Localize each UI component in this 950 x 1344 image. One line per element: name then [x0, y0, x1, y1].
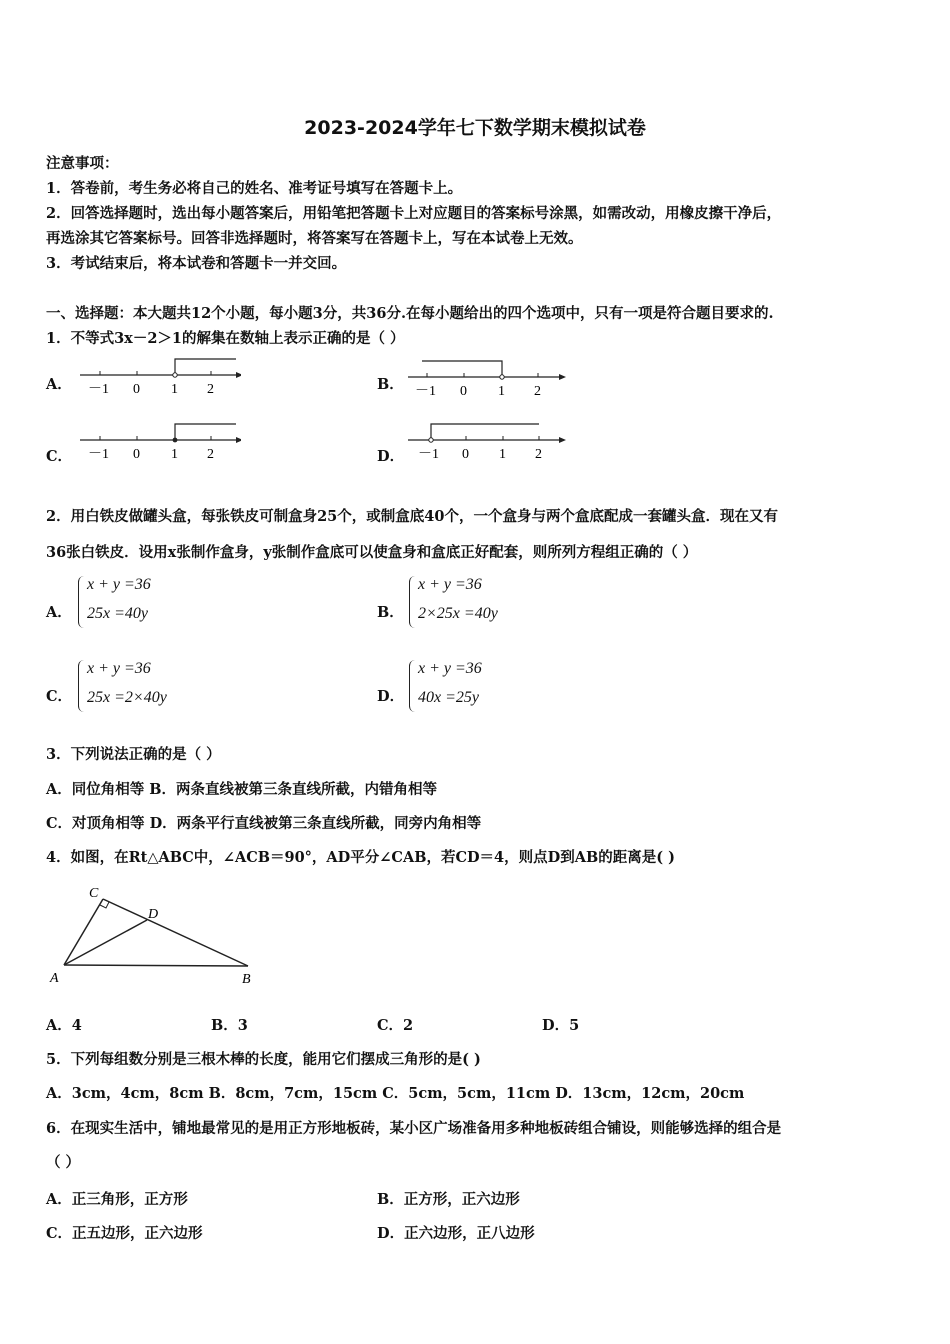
q1-option-d-number-line [404, 420, 569, 465]
equation: 25x =2×40y [87, 689, 167, 706]
notice-item: 2．回答选择题时，选出每小题答案后，用铅笔把答题卡上对应题目的答案标号涂黑，如需改动，用橡皮擦干净后， [46, 205, 782, 222]
q6-option-d: D．正六边形，正八边形 [377, 1225, 535, 1242]
question-2-stem-cont: 36张白铁皮．设用x张制作盒身，y张制作盒底可以使盒身和盒底正好配套，则所列方程组正确的（ ） [46, 544, 698, 561]
triangle-figure [46, 880, 266, 990]
tick-label: 0 [462, 447, 469, 462]
tick-label: 0 [460, 384, 467, 399]
equation: 2×25x =40y [418, 605, 498, 622]
q6-option-a: A．正三角形，正方形 [46, 1191, 188, 1208]
tick-label: －1 [418, 447, 439, 462]
brace [409, 576, 417, 628]
question-2-stem: 2．用白铁皮做罐头盒，每张铁皮可制盒身25个，或制盒底40个，一个盒身与两个盒底配成一套罐头盒．现在又有 [46, 508, 778, 525]
page-title: 2023-2024学年七下数学期末模拟试卷 [304, 117, 646, 139]
tick-label: 1 [498, 384, 505, 399]
q6-option-b: B．正方形，正六边形 [377, 1191, 520, 1208]
equation: x + y =36 [87, 576, 151, 593]
equation: x + y =36 [87, 660, 151, 677]
tick-label: －1 [415, 384, 436, 399]
section-heading: 一、选择题：本大题共12个小题，每小题3分，共36分.在每小题给出的四个选项中，只有一项是符合题目要求的. [46, 305, 774, 322]
q3-options-line: A．同位角相等 B．两条直线被第三条直线所截，内错角相等 [46, 781, 438, 798]
equation: x + y =36 [418, 576, 482, 593]
notice-heading: 注意事项： [46, 155, 119, 172]
vertex-label: B [242, 972, 251, 987]
brace [78, 576, 86, 628]
q1-option-b-label: B． [377, 376, 404, 393]
q2-option-d-label: D． [377, 688, 405, 705]
tick-label: 2 [207, 382, 214, 397]
tick-label: 1 [171, 447, 178, 462]
q6-option-c: C．正五边形，正六边形 [46, 1225, 203, 1242]
question-6-stem: 6．在现实生活中，铺地最常见的是用正方形地板砖，某小区广场准备用多种地板砖组合铺设，则能够选择的组合是 [46, 1120, 782, 1137]
brace [409, 660, 417, 712]
tick-label: 2 [207, 447, 214, 462]
tick-label: 1 [499, 447, 506, 462]
vertex-label: D [148, 907, 159, 922]
tick-label: 0 [133, 382, 140, 397]
tick-label: －1 [88, 447, 109, 462]
notice-item: 1．答卷前，考生务必将自己的姓名、准考证号填写在答题卡上。 [46, 180, 463, 197]
brace [78, 660, 86, 712]
q2-option-b-label: B． [377, 604, 404, 621]
q4-option-c: C．2 [377, 1017, 414, 1034]
q1-option-a-number-line [76, 355, 241, 400]
tick-label: 2 [535, 447, 542, 462]
q5-options-line: A．3cm，4cm，8cm B．8cm，7cm，15cm C．5cm，5cm，11cm D．13cm，12cm，20cm [46, 1085, 745, 1102]
notice-item: 再选涂其它答案标号。回答非选择题时，将答案写在答题卡上，写在本试卷上无效。 [46, 230, 583, 247]
vertex-label: C [89, 886, 99, 901]
q2-option-c-label: C． [46, 688, 73, 705]
tick-label: 2 [534, 384, 541, 399]
q2-option-a-label: A． [46, 604, 72, 621]
tick-label: 1 [171, 382, 178, 397]
q1-option-b-number-line [404, 355, 569, 400]
q4-option-b: B．3 [211, 1017, 248, 1034]
question-4-stem: 4．如图，在Rt△ABC中，∠ACB＝90°，AD平分∠CAB，若CD＝4，则点D到AB的距离是( ) [46, 849, 675, 866]
question-5-stem: 5．下列每组数分别是三根木棒的长度，能用它们摆成三角形的是( ) [46, 1051, 481, 1068]
q1-option-c-label: C． [46, 448, 73, 465]
tick-label: 0 [133, 447, 140, 462]
equation: 40x =25y [418, 689, 479, 706]
q3-options-line: C．对顶角相等 D．两条平行直线被第三条直线所截，同旁内角相等 [46, 815, 482, 832]
q1-option-c-number-line [76, 420, 241, 465]
vertex-label: A [50, 971, 59, 986]
q1-option-d-label: D． [377, 448, 405, 465]
equation: x + y =36 [418, 660, 482, 677]
equation: 25x =40y [87, 605, 148, 622]
question-3-stem: 3．下列说法正确的是（ ） [46, 746, 221, 763]
question-1-stem: 1．不等式3x－2＞1的解集在数轴上表示正确的是（ ） [46, 330, 405, 347]
q4-option-d: D．5 [542, 1017, 580, 1034]
q1-option-a-label: A． [46, 376, 72, 393]
notice-item: 3．考试结束后，将本试卷和答题卡一并交回。 [46, 255, 347, 272]
question-6-stem-cont: （ ） [46, 1154, 81, 1171]
q4-option-a: A．4 [46, 1017, 82, 1034]
tick-label: －1 [88, 382, 109, 397]
